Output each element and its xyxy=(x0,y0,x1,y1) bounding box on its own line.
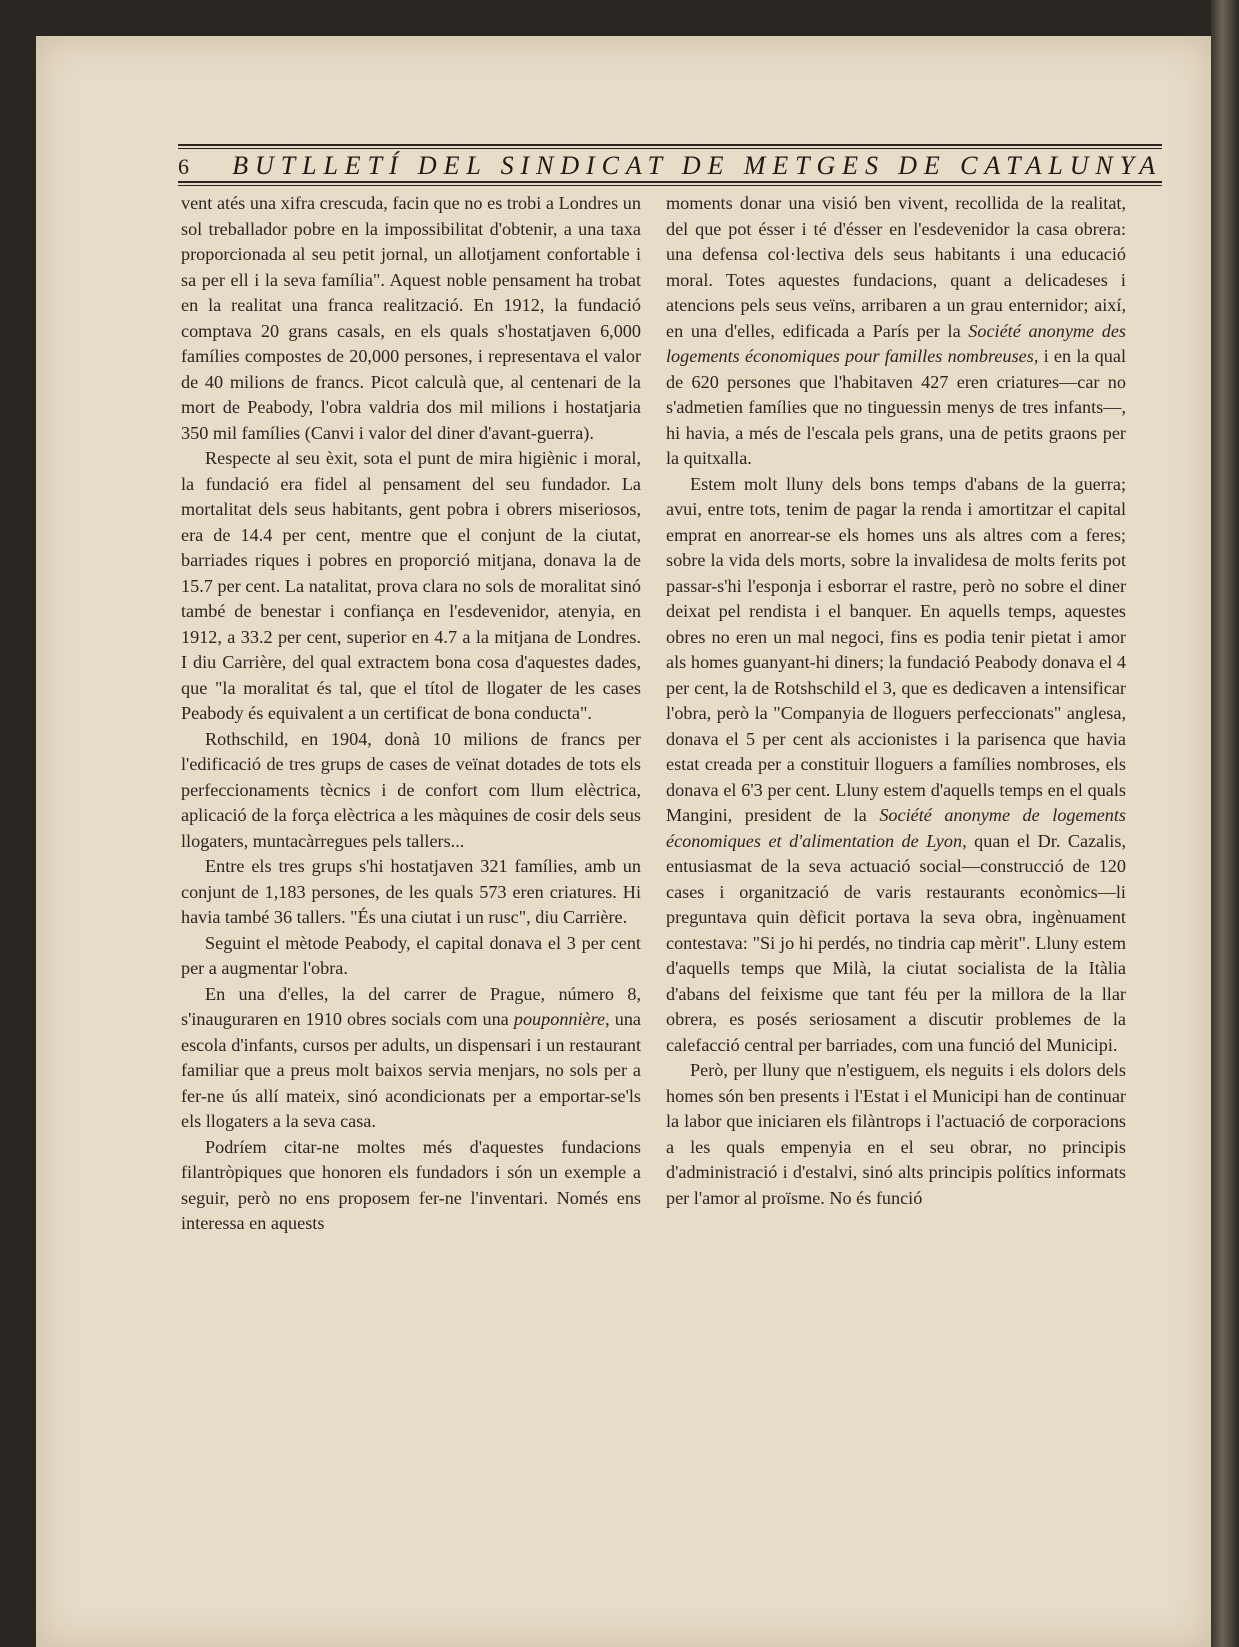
text-run: , una escola d'infants, cursos per adults, un dispensari i un restaurant familiar que a preus molt baixos servia menjars, no sols per a fer-ne ús allí mateix, sinó acondicionats per a emportar-se'ls els llogaters a la seva casa. xyxy=(181,1009,641,1131)
running-title: BUTLLETÍ DEL SINDICAT DE METGES DE CATALUNYA xyxy=(232,151,1162,180)
header-rule-top xyxy=(178,144,1162,146)
paragraph: Però, per lluny que n'estiguem, els neguits i els dolors dels homes són ben presents i l'Estat i el Municipi han de continuar la labor que iniciaren els filàntrops i l'actuació de corporacions a les quals empenyia en el seu obrar, no principis d'administració i d'estalvi, sinó alts principis polítics informats per l'amor al proïsme. No és funció xyxy=(666,1060,1126,1208)
left-column xyxy=(181,191,641,1461)
paragraph: vent atés una xifra crescuda, facin que no es trobi a Londres un sol treballador pobre en la impossibilitat d'obtenir, a una taxa proporcionada al seu petit jornal, un allotjament confortable i sa per ell i la seva família". Aquest noble pensament ha trobat en la realitat una franca realització. En 1912, la fundació comptava 20 grans casals, en els quals s'hostatjaven 6,000 famílies compostes de 20,000 persones, i representava el valor de 40 milions de francs. Picot calculà que, al centenari de la mort de Peabody, l'obra valdria dos mil milions i hostatjaria 350 mil famílies (Canvi i valor del diner d'avant-guerra). xyxy=(181,193,641,443)
header-rule-bottom-thin xyxy=(178,185,1162,186)
paragraph: Seguint el mètode Peabody, el capital donava el 3 per cent per a augmentar l'obra. xyxy=(181,932,641,978)
paragraph xyxy=(666,191,1126,472)
paragraph xyxy=(666,472,1126,1059)
page-number: 6 xyxy=(178,154,189,179)
italic-term: Société anonyme de logements économiques et d'alimentation de Lyon, xyxy=(666,805,1126,851)
running-header xyxy=(178,144,1162,186)
paragraph: Entre els tres grups s'hi hostatjaven 321 famílies, amb un conjunt de 1,183 persones, de les quals 573 eren criatures. Hi havia també 36 tallers. "És una ciutat i un rusc", diu Carrière. xyxy=(181,856,641,927)
text-run: En una d'elles, la del carrer de Prague, número 8, s'inauguraren en 1910 obres socials com una xyxy=(181,983,641,1029)
text-run: Estem molt lluny dels bons temps d'abans de la guerra; avui, entre tots, tenim de pagar la renda i amortitzar el capital emprat en anorrear-se els homes uns als altres com a feres; sobre la vida dels morts, sobre la invalidesa de molts ferits pot passar-s'hi l'esponja i esborrar el rastre, però no sobre el diner deixat pel rendista i el banquer. En aquells temps, aquestes obres no eren un mal negoci, fins es podia tenir pietat i amor als homes guanyant-hi diners; la fundació Peabody donava el 4 per cent, la de Rotshschild el 3, que es dedicaven a intensificar l'obra, però la "Companyia de lloguers perfeccionats" anglesa, donava el 5 per cent als accionistes i la parisenca que havia estat creada per a constituir lloguers a famílies nombroses, els donava el 6'3 per cent. Lluny estem d'aquells temps en el quals Mangini, president de la xyxy=(666,473,1126,825)
italic-term: pouponnière xyxy=(513,1009,606,1029)
header-row xyxy=(178,149,1162,181)
book-spine-edge xyxy=(1211,0,1239,1647)
header-rule-bottom xyxy=(178,181,1162,183)
paragraph: Rothschild, en 1904, donà 10 milions de francs per l'edificació de tres grups de cases de veïnat dotades de tots els perfeccionaments tècnics i de confort com llum elèctrica, aplicació de la força elèctrica a les màquines de cosir dels seus llogaters, muntacàrregues pels tallers... xyxy=(181,728,641,851)
text-run: moments donar una visió ben vivent, recollida de la realitat, del que pot ésser i té d'ésser en l'esdevenidor la casa obrera: una defensa col·lectiva dels seus habitants i una educació moral. Totes aquestes fundacions, quant a delicadeses i atencions pels seus veïns, arribaren a un grau enternidor; així, en una d'elles, edificada a París per la xyxy=(666,193,1126,341)
paragraph: Podríem citar-ne moltes més d'aquestes fundacions filantròpiques que honoren els fundadors i són un exemple a seguir, però no ens proposem fer-ne l'inventari. Només ens interessa en aquests xyxy=(181,1136,641,1233)
text-run: quan el Dr. Cazalis, entusiasmat de la seva actuació social—construcció de 120 cases i organització de varis restaurants econòmics—li preguntava quin dèficit portava la seva obra, ingènuament contestava: "Si jo hi perdés, no tindria cap mèrit". Lluny estem d'aquells temps que Milà, la ciutat socialista de la Itàlia d'abans del feixisme que tant féu per la millora de la llar obrera, es posés seriosament a discutir problemes de la calefacció central per barriades, com una funció del Municipi. xyxy=(666,830,1126,1055)
text-run: i en la qual de 620 persones que l'habitaven 427 eren criatures—car no s'admetien famílies que no tinguessin menys de tres infants—, hi havia, a més de l'escala pels grans, una de petits graons per la quitxalla. xyxy=(666,346,1126,468)
paragraph: Respecte al seu èxit, sota el punt de mira higiènic i moral, la fundació era fidel al pensament del seu fundador. La mortalitat dels seus habitants, gent pobra i obrers miseriosos, era de 14.4 per cent, mentre que el conjunt de la ciutat, barriades riques i pobres en proporció mitjana, donava la de 15.7 per cent. La natalitat, prova clara no sols de moralitat sinó també de benestar i confiança en l'esdevenidor, atenyia, en 1912, a 33.2 per cent, superior en 4.7 a la mitjana de Londres. I diu Carrière, del qual extractem bona cosa d'aquestes dades, que "la moralitat és tal, que el títol de llogater de les cases Peabody és equivalent a un certificat de bona conducta". xyxy=(181,448,641,723)
right-column xyxy=(666,191,1126,1461)
italic-term: Société anonyme des logements économiques pour familles nombreuses, xyxy=(666,320,1126,366)
paragraph xyxy=(181,982,641,1135)
